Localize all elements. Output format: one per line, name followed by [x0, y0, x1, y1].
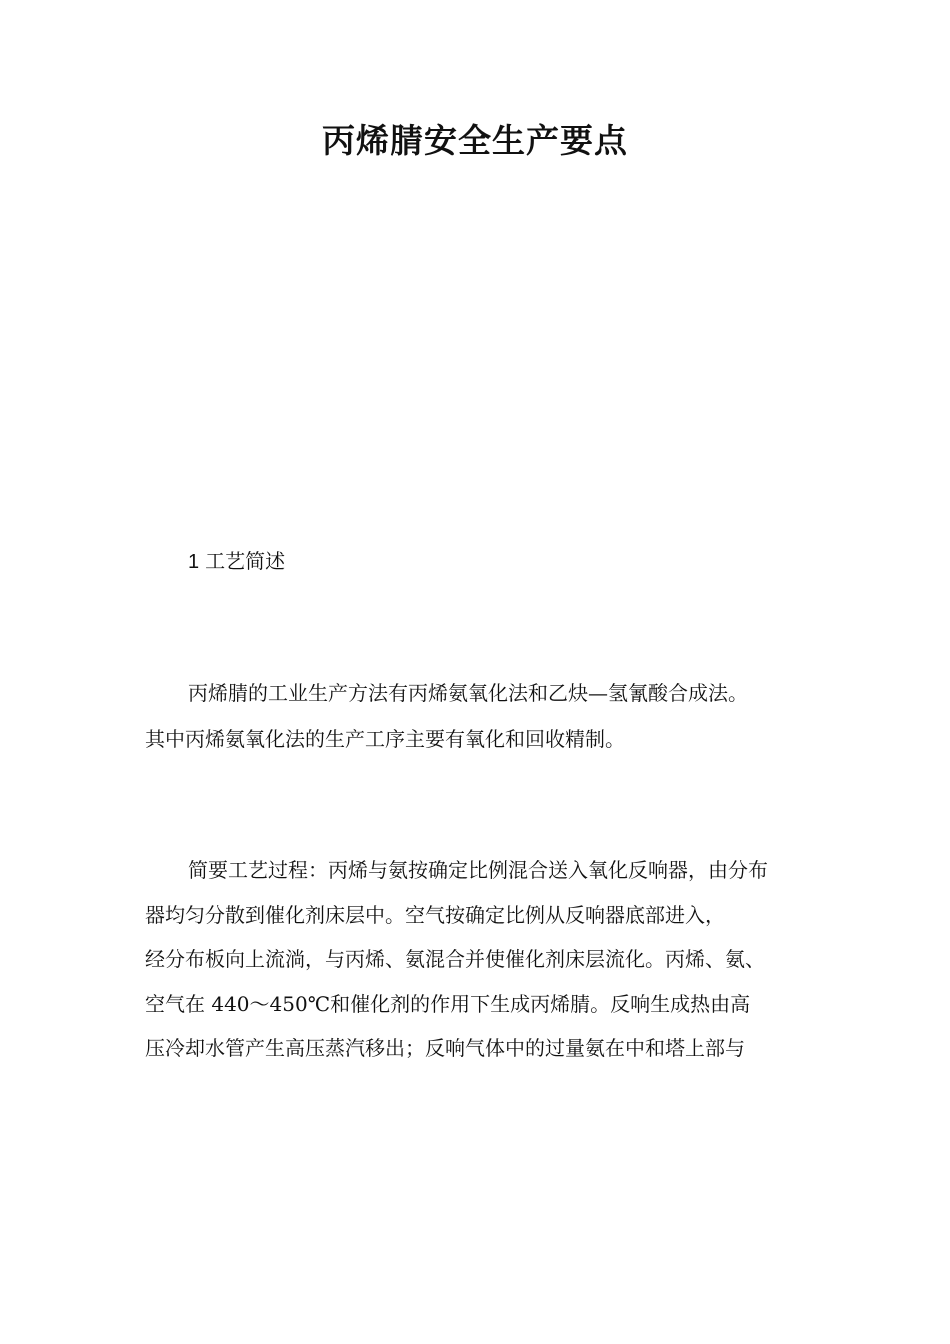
paragraph-line: 简要工艺过程：丙烯与氨按确定比例混合送入氧化反响器，由分布	[188, 858, 768, 882]
paragraph-line: 其中丙烯氨氧化法的生产工序主要有氧化和回收精制。	[145, 727, 625, 751]
section-heading	[188, 546, 285, 577]
paragraph-line: 器均匀分散到催化剂床层中。空气按确定比例从反响器底部进入，	[145, 902, 725, 927]
section-number: 1	[188, 551, 200, 573]
section-heading-text: 工艺简述	[205, 549, 286, 573]
paragraph-line: 空气在 440～450℃和催化剂的作用下生成丙烯腈。反响生成热由高	[145, 991, 751, 1016]
paragraph-production-methods	[145, 679, 825, 771]
paragraph-line: 压冷却水管产生高压蒸汽移出；反响气体中的过量氨在中和塔上部与	[145, 1036, 745, 1060]
document-title: 丙烯腈安全生产要点	[322, 121, 628, 160]
paragraph-line: 经分布板向上流淌，与丙烯、氨混合并使催化剂床层流化。丙烯、氨、	[145, 947, 765, 971]
paragraph-line: 丙烯腈的工业生产方法有丙烯氨氧化法和乙炔—氢氰酸合成法。	[188, 681, 748, 705]
paragraph-process-overview	[145, 856, 825, 1079]
